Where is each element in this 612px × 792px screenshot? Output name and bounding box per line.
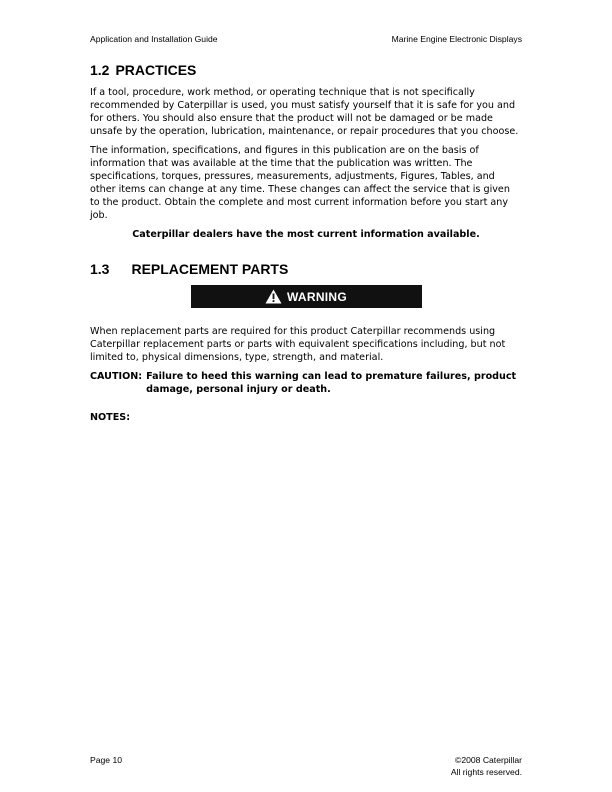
warning-banner (191, 285, 422, 308)
section-heading-practices (90, 62, 522, 79)
practices-paragraph-2: The information, specifications, and figures in this publication are on the basis of information that was available at the time that the publication was written. The specifications, torques, pressures, measurements, adjustments, Figures, Tables, and other items can change at any time. These changes can affect the service that is given to the product. Obtain the complete and most current information before you start any job. (90, 145, 510, 221)
rights-text: All rights reserved. (450, 767, 522, 777)
replacement-parts-paragraph: When replacement parts are required for this product Caterpillar recommends using Caterpillar replacement parts or parts with equivalent specifications including, but not limited to, physical dimensions, type, strength, and material. (90, 326, 506, 363)
caution-label: CAUTION: (90, 371, 143, 382)
practices-paragraph-1: If a tool, procedure, work method, or operating technique that is not specifically recommended by Caterpillar is used, you must satisfy yourself that it is safe for you and for others. You should also ensure that the product will not be damaged or be made unsafe by the operation, lubrication, maintenance, or repair procedures that you choose. (90, 87, 519, 137)
section-number: 1.3 (90, 261, 110, 277)
section-number: 1.2 (90, 62, 110, 78)
header-right-title: Marine Engine Electronic Displays (391, 34, 522, 44)
dealer-note: Caterpillar dealers have the most current information available. (132, 229, 480, 240)
section-title: REPLACEMENT PARTS (131, 261, 289, 277)
warning-label: WARNING (286, 289, 348, 304)
page-content (90, 62, 522, 423)
section-title: PRACTICES (115, 62, 197, 78)
warning-banner-wrapper (90, 285, 522, 309)
warning-triangle-icon (265, 289, 282, 304)
caution-text: Failure to heed this warning can lead to premature failures, product damage, personal injury or death. (146, 371, 517, 395)
header-left-title: Application and Installation Guide (90, 34, 218, 44)
notes-label: NOTES: (90, 412, 131, 423)
copyright-text: ©2008 Caterpillar (454, 755, 522, 765)
page-number: Page 10 (90, 755, 123, 765)
caution-note (90, 370, 522, 396)
copyright-block (451, 754, 522, 778)
section-heading-replacement-parts (90, 261, 522, 278)
